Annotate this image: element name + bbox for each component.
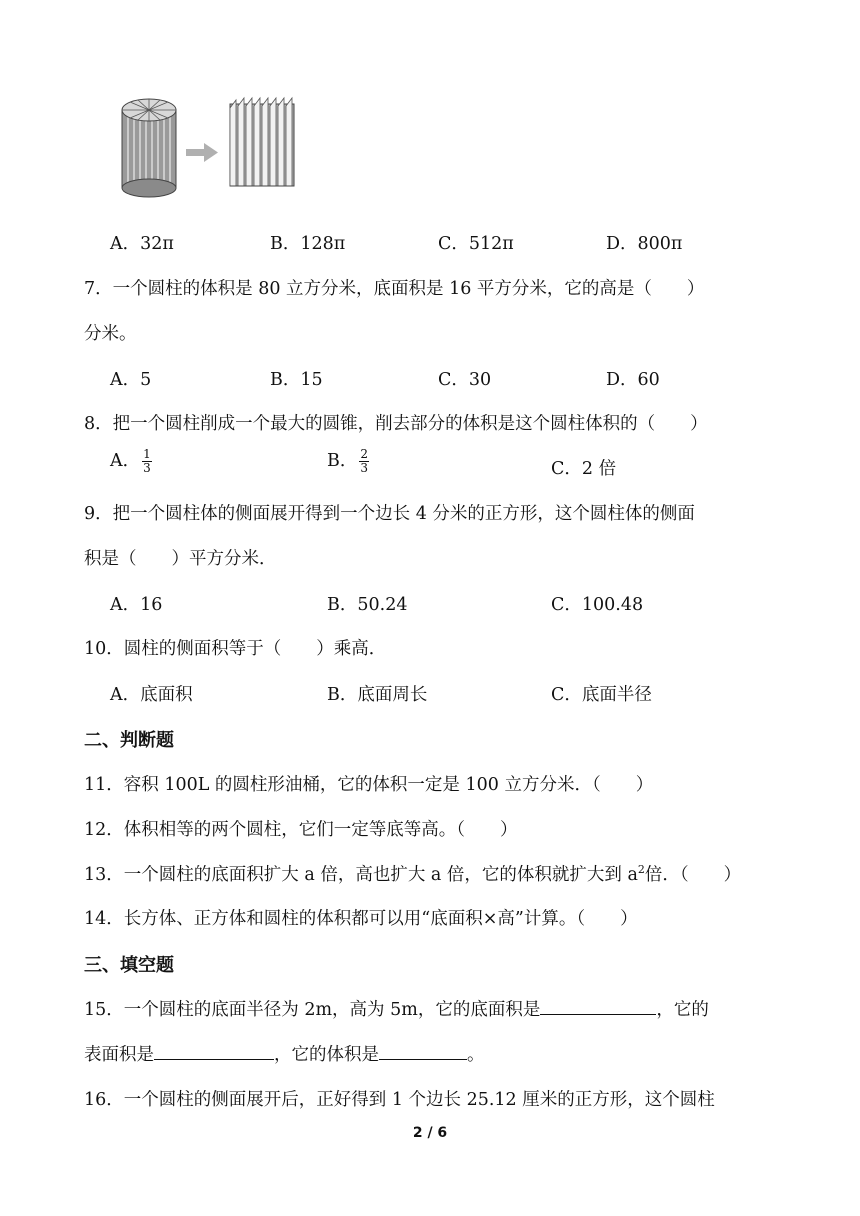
answer-blank-volume[interactable] [379, 1058, 467, 1060]
q6-option-b: B．128π [270, 234, 346, 254]
q7-option-c: C．30 [438, 370, 492, 390]
question-8: 8．把一个圆柱削成一个最大的圆锥，削去部分的体积是这个圆柱体积的（ ） [84, 414, 708, 434]
question-7-line-2: 分米。 [84, 324, 137, 344]
question-15-text-5: 。 [467, 1045, 485, 1065]
question-15-text-4: ，它的体积是 [274, 1045, 379, 1065]
q10-option-b: B．底面周长 [327, 685, 428, 705]
answer-blank-surface-area[interactable] [154, 1058, 274, 1060]
q7-option-d: D．60 [606, 370, 660, 390]
fraction-numerator: 1 [143, 447, 151, 461]
q9-option-b: B．50.24 [327, 595, 408, 615]
section-heading-judgment: 二、判断题 [84, 730, 174, 751]
q9-option-c: C．100.48 [551, 595, 644, 615]
question-9-line-1: 9．把一个圆柱体的侧面展开得到一个边长 4 分米的正方形，这个圆柱体的侧面 [84, 504, 695, 524]
fraction-denominator: 3 [143, 461, 151, 475]
q9-option-a: A．16 [110, 595, 163, 615]
question-13 [84, 861, 741, 886]
question-15-line-2 [84, 1041, 485, 1066]
q8-option-a [110, 447, 152, 475]
question-15-text-1: 15．一个圆柱的底面半径为 2m，高为 5m，它的底面积是 [84, 1000, 541, 1020]
q7-option-b: B．15 [270, 370, 323, 390]
question-13-text: 13．一个圆柱的底面积扩大 a 倍，高也扩大 a 倍，它的体积就扩大到 a [84, 865, 638, 885]
question-11: 11．容积 100L 的圆柱形油桶，它的体积一定是 100 立方分米．（ ） [84, 775, 654, 795]
question-16: 16．一个圆柱的侧面展开后，正好得到 1 个边长 25.12 厘米的正方形，这个圆柱 [84, 1090, 715, 1110]
q10-option-a: A．底面积 [110, 685, 193, 705]
q6-option-d: D．800π [606, 234, 683, 254]
question-14: 14．长方体、正方体和圆柱的体积都可以用“底面积×高”计算。（ ） [84, 909, 638, 929]
q8-option-c: C．2 倍 [551, 459, 617, 479]
question-9-line-2: 积是（ ）平方分米． [84, 549, 277, 569]
fraction-two-thirds [359, 448, 369, 475]
superscript-exponent: 2 [637, 863, 645, 877]
question-15-text-2: ，它的 [656, 1000, 709, 1020]
q8-option-b [327, 447, 369, 475]
q8-option-b-label: B． [327, 451, 358, 471]
page-number: 2 / 6 [412, 1125, 448, 1141]
question-13-tail: 倍．（ ） [644, 865, 742, 885]
fraction-numerator: 2 [360, 447, 369, 461]
question-12: 12．体积相等的两个圆柱，它们一定等底等高。（ ） [84, 820, 518, 840]
q10-option-c: C．底面半径 [551, 685, 652, 705]
fraction-one-third [142, 448, 152, 475]
cylinder-rearrangement-figure [118, 92, 308, 200]
q7-option-a: A．5 [110, 370, 152, 390]
q6-option-c: C．512π [438, 234, 514, 254]
question-15-line-1 [84, 996, 709, 1021]
answer-blank-base-area[interactable] [540, 1013, 656, 1015]
question-15-text-3: 表面积是 [84, 1045, 154, 1065]
q8-option-a-label: A． [110, 451, 141, 471]
question-7-line-1: 7．一个圆柱的体积是 80 立方分米，底面积是 16 平方分米，它的高是（ ） [84, 279, 705, 299]
question-10: 10．圆柱的侧面积等于（ ）乘高． [84, 639, 387, 659]
section-heading-fill-blank: 三、填空题 [84, 955, 174, 976]
fraction-denominator: 3 [360, 461, 369, 475]
q6-option-a: A．32π [110, 234, 174, 254]
